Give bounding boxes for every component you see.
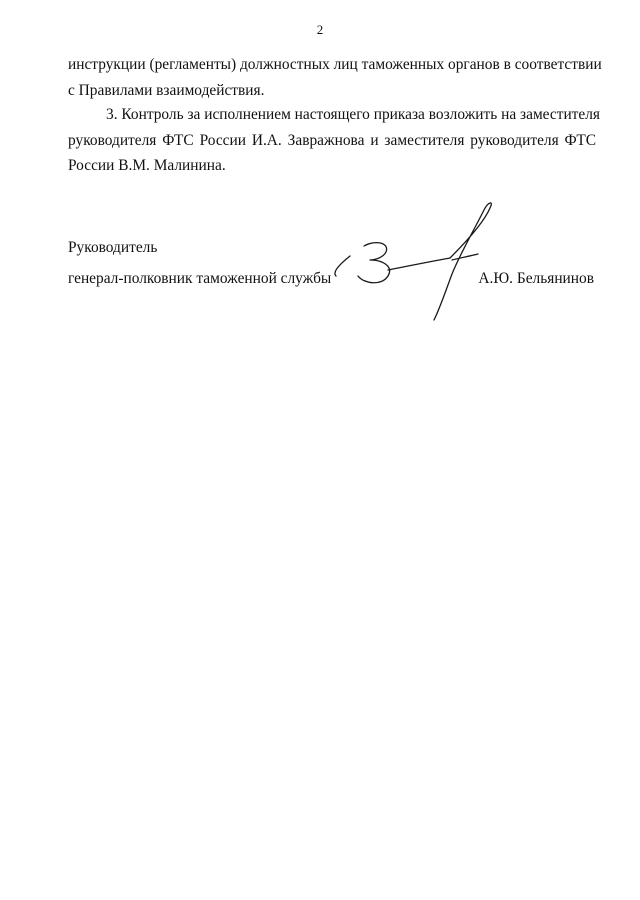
signatory-block [68, 232, 331, 294]
paragraph-instructions [68, 52, 602, 103]
text-line: руководителя ФТС России И.А. Завражнова и заместителя руководителя ФТС [68, 131, 596, 149]
handwritten-signature-icon [328, 200, 508, 322]
signatory-position: Руководитель [68, 239, 158, 256]
text-line: России В.М. Малинина. [68, 157, 226, 174]
signatory-rank: генерал-полковник таможенной службы [68, 270, 332, 287]
text-line: инструкции (регламенты) должностных лиц таможенных органов в соответствии [68, 56, 602, 73]
text-line: с Правилами взаимодействия. [68, 81, 265, 99]
signatory-name: А.Ю. Бельянинов [478, 270, 594, 287]
paragraph-control [68, 102, 601, 179]
text-line: 3. Контроль за исполнением настоящего приказа возложить на заместителя [106, 106, 601, 123]
page-number: 2 [316, 22, 324, 37]
